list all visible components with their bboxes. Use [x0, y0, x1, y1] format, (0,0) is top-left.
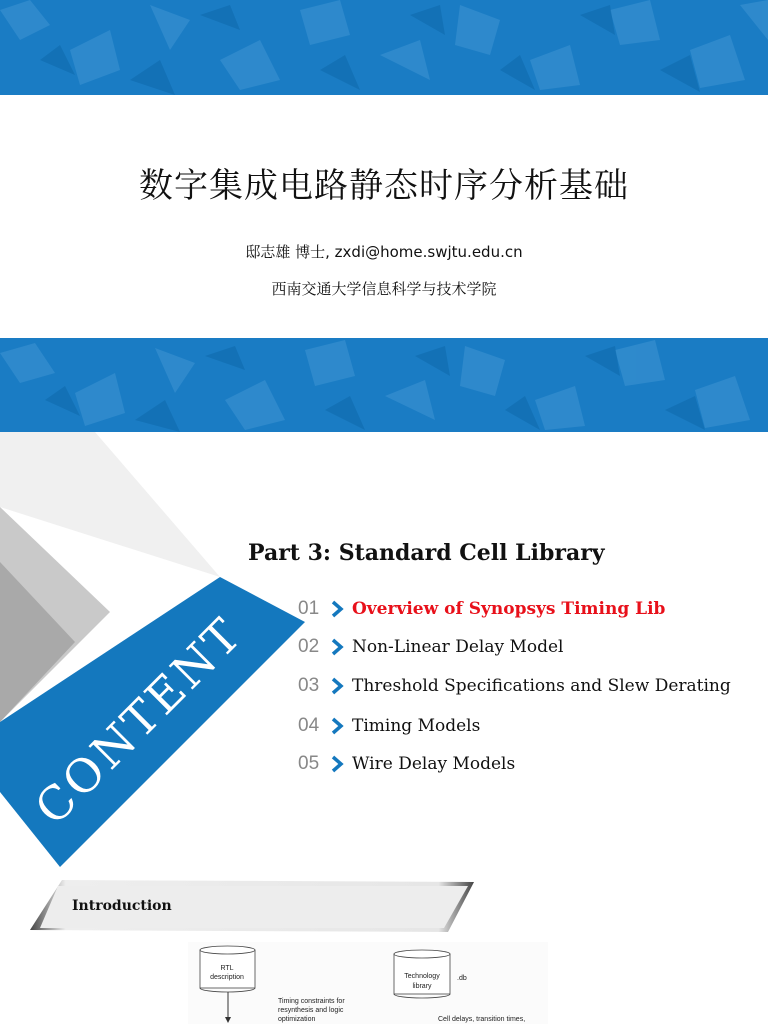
constraints-label-1: Timing constraints for: [278, 998, 345, 1005]
affiliation-line: 西南交通大学信息科学与技术学院: [271, 280, 497, 298]
intro-decoration: [0, 872, 768, 1024]
banner-pattern: [0, 0, 768, 95]
chevron-right-icon: [328, 676, 348, 696]
banner-pattern-2: [0, 338, 768, 432]
toc-label: Non-Linear Delay Model: [352, 637, 564, 657]
tech-label-1: Technology: [404, 973, 440, 980]
toc-label: Threshold Specifications and Slew Derating: [352, 676, 731, 696]
db-label: .db: [457, 975, 467, 982]
toc-item-1[interactable]: [298, 596, 665, 622]
chevron-right-icon: [328, 599, 348, 619]
toc-number: 01: [298, 598, 320, 619]
chevron-right-icon: [328, 754, 348, 774]
toc-number: 02: [298, 636, 320, 657]
constraints-label-3: optimization: [278, 1016, 316, 1023]
toc-item-3[interactable]: [298, 673, 731, 699]
title-slide: [0, 95, 768, 338]
top-banner: [0, 0, 768, 95]
rtl-label-1: RTL: [220, 965, 234, 972]
page-title: 数字集成电路静态时序分析基础: [139, 166, 629, 206]
middle-banner: [0, 338, 768, 432]
tech-label-2: library: [412, 983, 432, 990]
content-watermark: [0, 432, 300, 872]
constraints-label-2: resynthesis and logic: [278, 1007, 344, 1014]
part-title: Part 3: Standard Cell Library: [248, 540, 605, 566]
toc-label: Timing Models: [352, 716, 481, 736]
toc-number: 04: [298, 715, 320, 736]
toc-number: 05: [298, 753, 320, 774]
intro-slide: [0, 872, 768, 1024]
rtl-label-2: description: [210, 974, 244, 981]
toc-item-2[interactable]: [298, 634, 564, 660]
chevron-right-icon: [328, 637, 348, 657]
toc-number: 03: [298, 675, 320, 696]
cell-delays-label: Cell delays, transition times,: [438, 1016, 526, 1023]
author-line: 邸志雄 博士, zxdi@home.swjtu.edu.cn: [245, 243, 523, 261]
toc-label: Wire Delay Models: [352, 754, 516, 774]
toc-item-5[interactable]: [298, 751, 515, 777]
content-slide: [0, 432, 768, 872]
intro-heading: Introduction: [72, 898, 172, 914]
toc-label: Overview of Synopsys Timing Lib: [352, 599, 666, 619]
toc-item-4[interactable]: [298, 713, 480, 739]
chevron-right-icon: [328, 716, 348, 736]
content-watermark-text: CONTENT: [24, 606, 254, 836]
